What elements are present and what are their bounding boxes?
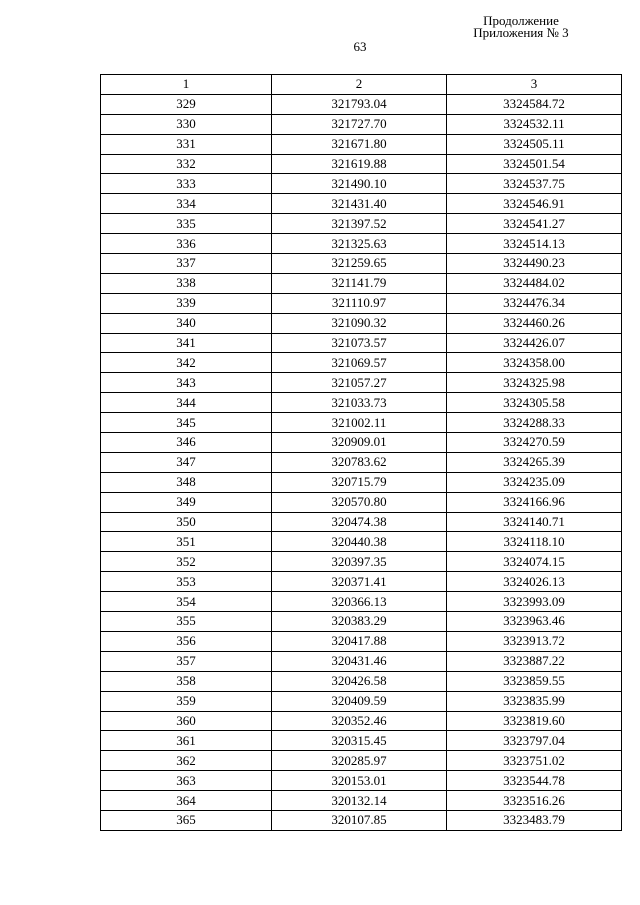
table-row [101, 154, 622, 174]
y-coordinate-cell: 3323963.46 [447, 612, 622, 632]
x-coordinate-cell: 320285.97 [272, 751, 447, 771]
x-coordinate-cell: 320352.46 [272, 711, 447, 731]
table-row [101, 433, 622, 453]
x-coordinate-cell: 320132.14 [272, 791, 447, 811]
point-number-cell: 357 [101, 651, 272, 671]
x-coordinate-cell: 321057.27 [272, 373, 447, 393]
x-coordinate-cell: 320107.85 [272, 810, 447, 830]
point-number-cell: 349 [101, 492, 272, 512]
table-row [101, 174, 622, 194]
table-row [101, 691, 622, 711]
point-number-cell: 359 [101, 691, 272, 711]
x-coordinate-cell: 321002.11 [272, 413, 447, 433]
y-coordinate-cell: 3323835.99 [447, 691, 622, 711]
table-row [101, 631, 622, 651]
coordinates-table [100, 74, 622, 831]
x-coordinate-cell: 321110.97 [272, 293, 447, 313]
table-row [101, 234, 622, 254]
y-coordinate-cell: 3324505.11 [447, 134, 622, 154]
table-row [101, 273, 622, 293]
table-row [101, 651, 622, 671]
table-header-row [101, 75, 622, 95]
page-number: 63 [353, 39, 367, 54]
point-number-cell: 336 [101, 234, 272, 254]
table-row [101, 810, 622, 830]
y-coordinate-cell: 3324288.33 [447, 413, 622, 433]
table-row [101, 512, 622, 532]
y-coordinate-cell: 3323516.26 [447, 791, 622, 811]
point-number-cell: 343 [101, 373, 272, 393]
y-coordinate-cell: 3323887.22 [447, 651, 622, 671]
y-coordinate-cell: 3324426.07 [447, 333, 622, 353]
table-row [101, 134, 622, 154]
table-row [101, 94, 622, 114]
table-row [101, 472, 622, 492]
point-number-cell: 364 [101, 791, 272, 811]
point-number-cell: 348 [101, 472, 272, 492]
y-coordinate-cell: 3323544.78 [447, 771, 622, 791]
x-coordinate-cell: 321073.57 [272, 333, 447, 353]
x-coordinate-cell: 320417.88 [272, 631, 447, 651]
x-coordinate-cell: 320371.41 [272, 572, 447, 592]
y-coordinate-cell: 3324501.54 [447, 154, 622, 174]
table-row [101, 254, 622, 274]
point-number-cell: 362 [101, 751, 272, 771]
y-coordinate-cell: 3324537.75 [447, 174, 622, 194]
point-number-cell: 353 [101, 572, 272, 592]
y-coordinate-cell: 3324490.23 [447, 254, 622, 274]
table-row [101, 671, 622, 691]
y-coordinate-cell: 3324358.00 [447, 353, 622, 373]
x-coordinate-cell: 320383.29 [272, 612, 447, 632]
y-coordinate-cell: 3324074.15 [447, 552, 622, 572]
y-coordinate-cell: 3324140.71 [447, 512, 622, 532]
table-row [101, 592, 622, 612]
table-row [101, 711, 622, 731]
y-coordinate-cell: 3324235.09 [447, 472, 622, 492]
point-number-cell: 361 [101, 731, 272, 751]
x-coordinate-cell: 320315.45 [272, 731, 447, 751]
point-number-cell: 351 [101, 532, 272, 552]
table-row [101, 552, 622, 572]
point-number-cell: 360 [101, 711, 272, 731]
point-number-cell: 350 [101, 512, 272, 532]
point-number-cell: 342 [101, 353, 272, 373]
point-number-cell: 356 [101, 631, 272, 651]
x-coordinate-cell: 321431.40 [272, 194, 447, 214]
x-coordinate-cell: 321490.10 [272, 174, 447, 194]
table-row [101, 353, 622, 373]
point-number-cell: 365 [101, 810, 272, 830]
table-row [101, 333, 622, 353]
table-row [101, 452, 622, 472]
column-header-1: 1 [101, 75, 272, 95]
y-coordinate-cell: 3324026.13 [447, 572, 622, 592]
y-coordinate-cell: 3323859.55 [447, 671, 622, 691]
point-number-cell: 347 [101, 452, 272, 472]
point-number-cell: 346 [101, 433, 272, 453]
x-coordinate-cell: 321141.79 [272, 273, 447, 293]
x-coordinate-cell: 321069.57 [272, 353, 447, 373]
y-coordinate-cell: 3323751.02 [447, 751, 622, 771]
point-number-cell: 337 [101, 254, 272, 274]
y-coordinate-cell: 3324460.26 [447, 313, 622, 333]
point-number-cell: 333 [101, 174, 272, 194]
point-number-cell: 331 [101, 134, 272, 154]
table-row [101, 214, 622, 234]
x-coordinate-cell: 321793.04 [272, 94, 447, 114]
table-row [101, 532, 622, 552]
x-coordinate-cell: 320440.38 [272, 532, 447, 552]
point-number-cell: 338 [101, 273, 272, 293]
y-coordinate-cell: 3324270.59 [447, 433, 622, 453]
table-row [101, 791, 622, 811]
y-coordinate-cell: 3324166.96 [447, 492, 622, 512]
point-number-cell: 340 [101, 313, 272, 333]
table-row [101, 413, 622, 433]
point-number-cell: 352 [101, 552, 272, 572]
y-coordinate-cell: 3324532.11 [447, 114, 622, 134]
point-number-cell: 330 [101, 114, 272, 134]
y-coordinate-cell: 3323797.04 [447, 731, 622, 751]
x-coordinate-cell: 321671.80 [272, 134, 447, 154]
y-coordinate-cell: 3324484.02 [447, 273, 622, 293]
y-coordinate-cell: 3324514.13 [447, 234, 622, 254]
y-coordinate-cell: 3323993.09 [447, 592, 622, 612]
y-coordinate-cell: 3324305.58 [447, 393, 622, 413]
y-coordinate-cell: 3324584.72 [447, 94, 622, 114]
table-row [101, 751, 622, 771]
table-row [101, 373, 622, 393]
continuation-line-1: Продолжение [483, 13, 559, 28]
table-row [101, 572, 622, 592]
table-row [101, 393, 622, 413]
table-body [101, 94, 622, 830]
point-number-cell: 335 [101, 214, 272, 234]
x-coordinate-cell: 320409.59 [272, 691, 447, 711]
continuation-note [420, 15, 622, 39]
x-coordinate-cell: 321727.70 [272, 114, 447, 134]
table-row [101, 313, 622, 333]
y-coordinate-cell: 3324546.91 [447, 194, 622, 214]
x-coordinate-cell: 320570.80 [272, 492, 447, 512]
table-row [101, 492, 622, 512]
point-number-cell: 332 [101, 154, 272, 174]
y-coordinate-cell: 3324325.98 [447, 373, 622, 393]
y-coordinate-cell: 3323913.72 [447, 631, 622, 651]
table-row [101, 114, 622, 134]
y-coordinate-cell: 3324265.39 [447, 452, 622, 472]
y-coordinate-cell: 3323819.60 [447, 711, 622, 731]
point-number-cell: 355 [101, 612, 272, 632]
point-number-cell: 341 [101, 333, 272, 353]
column-header-2: 2 [272, 75, 447, 95]
table-row [101, 612, 622, 632]
x-coordinate-cell: 321397.52 [272, 214, 447, 234]
y-coordinate-cell: 3324541.27 [447, 214, 622, 234]
point-number-cell: 334 [101, 194, 272, 214]
table-row [101, 731, 622, 751]
x-coordinate-cell: 320474.38 [272, 512, 447, 532]
x-coordinate-cell: 320366.13 [272, 592, 447, 612]
column-header-3: 3 [447, 75, 622, 95]
point-number-cell: 339 [101, 293, 272, 313]
x-coordinate-cell: 320715.79 [272, 472, 447, 492]
x-coordinate-cell: 320397.35 [272, 552, 447, 572]
point-number-cell: 363 [101, 771, 272, 791]
x-coordinate-cell: 321325.63 [272, 234, 447, 254]
y-coordinate-cell: 3324118.10 [447, 532, 622, 552]
x-coordinate-cell: 320153.01 [272, 771, 447, 791]
x-coordinate-cell: 320909.01 [272, 433, 447, 453]
x-coordinate-cell: 320431.46 [272, 651, 447, 671]
point-number-cell: 344 [101, 393, 272, 413]
x-coordinate-cell: 321259.65 [272, 254, 447, 274]
table-row [101, 194, 622, 214]
x-coordinate-cell: 320426.58 [272, 671, 447, 691]
continuation-line-2: Приложения № 3 [473, 25, 569, 40]
point-number-cell: 345 [101, 413, 272, 433]
table-row [101, 293, 622, 313]
point-number-cell: 354 [101, 592, 272, 612]
x-coordinate-cell: 321033.73 [272, 393, 447, 413]
point-number-cell: 329 [101, 94, 272, 114]
y-coordinate-cell: 3324476.34 [447, 293, 622, 313]
point-number-cell: 358 [101, 671, 272, 691]
x-coordinate-cell: 321090.32 [272, 313, 447, 333]
y-coordinate-cell: 3323483.79 [447, 810, 622, 830]
x-coordinate-cell: 320783.62 [272, 452, 447, 472]
x-coordinate-cell: 321619.88 [272, 154, 447, 174]
table-row [101, 771, 622, 791]
